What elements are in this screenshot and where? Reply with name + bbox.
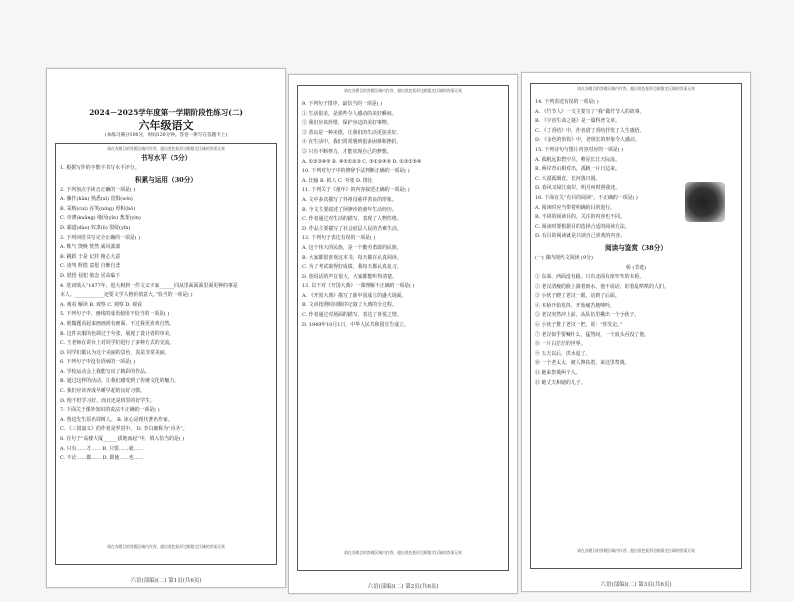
question-line: D. 霸道(dào) 奴隶(lì) 裂绽(yǐn) [60, 224, 131, 231]
question-line: 13. 以下对《开国大典》一课理解不正确的一项是( ) [302, 283, 415, 290]
passage-line: ⑤ 老汉突然冲上前，从队伍里揪出一个小伙子。 [535, 312, 640, 319]
question-line: D. 《金色的鱼钩》中，老班长的形象令人感动。 [535, 137, 640, 144]
question-line: C. 旁薄(kuāng) 缘因(yǐn) 葱茏(yìn) [60, 215, 141, 222]
question-line: C. 为了考试取得好成绩，我每天都认真复习。 [302, 264, 402, 271]
question-line: C. 《三国演义》的作者是罗贯中。 D. 李白被称为“诗圣”。 [60, 426, 188, 433]
notice-top: 请在各题目的答题区域内作答，超出黑色矩形边框限定区域的答案无效 [344, 88, 462, 93]
question-line: D. 他说话的声音很大，大家都能听得清楚。 [302, 273, 397, 280]
question-line: B. 不同的阅读目的，关注的内容也不同。 [535, 214, 625, 221]
passage-line: ② 老汉清瘦的脸上淌着雨水，他不说话，盯着乱哄哄的人们。 [535, 283, 669, 290]
exam-page-2 [288, 74, 518, 594]
question-line: B. 全文主要叙述了阿廖沙的童年生活经历。 [302, 206, 397, 213]
question-line: C. 作者通过对场面的描写，表达了喜悦之情。 [302, 312, 402, 319]
question-line: D. 同学们都认为这个美丽的景色，真是非常美丽。 [60, 349, 170, 356]
page-footer: 六语(部编)(二) 第3页(共6页) [600, 582, 672, 588]
question-line: D. 春风又绿江南岸，明月何时照我还。 [535, 185, 621, 192]
question-line: A. 比喻 B. 拟人 C. 夸张 D. 排比 [302, 177, 373, 184]
question-line: A. 阅读时应当带着明确的目的进行。 [535, 204, 616, 211]
question-line: C. 凌驾 辉煌 意愿 自惭自悲 [60, 263, 121, 270]
question-line: 10. 下列对句子中的修辞手法判断正确的一项是( ) [302, 168, 410, 175]
passage-line: ④ 木桥开始发抖，开始痛苦地呻吟。 [535, 302, 615, 309]
question-line: 16. 下面有关“有目的阅读”，不正确的一项是( ) [535, 194, 638, 201]
passage-line: ⑩ 一个老太太，被人搀扶着，来这里祭奠。 [535, 360, 630, 367]
question-line: ⑤ 只有不断努力，才能实现自己的梦想。 [302, 148, 392, 155]
notice-top: 请在各题目的答题区域内作答，超出黑色矩形边框限定区域的答案无效 [107, 146, 225, 151]
exam-note: (本练习满分100分，时间120分钟。答卷一律写在答题卡上) [104, 133, 228, 138]
question-line: C. 我们应该养成早睡早起的良好习惯。 [60, 388, 145, 395]
question-line: 15. 下列诗句与图片内容对应的一项是( ) [535, 146, 624, 153]
question-line: B. 大家都很喜欢这本书，每天都在认真阅读。 [302, 254, 402, 261]
question-line: 12. 下列句子表达有误的一项是( ) [302, 235, 376, 242]
page-footer: 六语(部编)(二) 第1页(共6页) [130, 578, 202, 584]
question-line: 1. 根据写作的字数字书写水平评分。 [60, 165, 140, 171]
section-reading: 阅读与鉴赏（38分） [605, 243, 667, 252]
passage-line: ⑪ 她来祭奠两个人。 [535, 370, 581, 377]
question-line: A. 藤扦(hǎn) 熟悉(xī) 畏惧(wèi) [60, 196, 133, 203]
passage-line: ③ 小伙子瞪了老汉一眼，站到了后面。 [535, 293, 620, 300]
page1-content [60, 152, 272, 464]
notice-bottom: 请在各题目的答题区域内作答，超出黑色矩形边框限定区域的答案无效 [344, 550, 462, 555]
question-line: D. 作品主要描写了社会底层人民的苦难生活。 [302, 225, 402, 232]
question-line: 6. 下列句子中没有语病的一项是( ) [60, 359, 136, 366]
question-line: B. 这件衣服的色调过于夸张，展现了设计者的审美。 [60, 330, 175, 337]
question-line: D. 慰悟 侵犯 惦念 居高临下 [60, 272, 121, 279]
passage-line: ① 东面、西面没有路。只有北面有座窄窄的木桥。 [535, 274, 645, 281]
section-accumulation: 积累与运用（30分） [135, 175, 197, 184]
question-line: B. 通过这样的活动，让我们感受到了传统文化的魅力。 [60, 378, 180, 385]
question-line: A. 他做题看起来画画尚有画面，不过我更喜欢自然。 [60, 320, 175, 327]
exam-title: 2024－2025学年度第一学期阶段性练习(二) [89, 108, 243, 117]
question-line: A. ①②③④⑤ B. ④⑤①②③ C. ③①②④⑤ D. ②③①⑤④ [302, 158, 422, 165]
question-line: 本人。____________还要文学人格价值意大。”恰当的一项是( ) [60, 292, 193, 299]
section-writing: 书写水平（5分） [140, 154, 192, 162]
question-line: B. 两岸青山相对出，孤帆一片日边来。 [535, 166, 620, 173]
answer-area-frame [55, 143, 277, 565]
exam-page-1 [46, 68, 286, 588]
question-line: B. 文章按照时间顺序记叙了大典的全过程。 [302, 302, 397, 309]
notice-top: 请在各题目的答题区域内作答，超出黑色矩形边框限定区域的答案无效 [577, 86, 695, 91]
question-line: D. 他不但学习好，而且还是班里的好学生。 [60, 397, 155, 404]
answer-area-frame [530, 83, 742, 569]
question-line: A. 文中多次描写了外祖母慈祥善良的形象。 [302, 196, 397, 203]
question-line: A. 观看 解读 B. 观察 C. 观察 D. 观看 [60, 301, 143, 308]
question-line: ① 生活很美，是那些令人感动的美好瞬间。 [302, 110, 397, 117]
question-line: (一) 课内现代文阅读 (9分) [535, 254, 593, 261]
exam-page-3 [521, 72, 751, 592]
question-line: A. 《开国大典》描写了新中国成立的盛大场面。 [302, 292, 407, 299]
passage-line: ⑨ 五天以后，洪水退了。 [535, 350, 591, 357]
question-line: B. 采购(cuì) 吞笑(níng) 厚积(bō) [60, 205, 136, 212]
question-line: 2. 下列加点字读音正确的一项是( ) [60, 186, 136, 193]
passage-line: ⑧ 一片白茫茫的世界。 [535, 341, 586, 348]
question-line: A. 帐气 饶焕 恍然 威风凛凛 [60, 244, 121, 251]
question-line: C. 大漠孤烟直，长河落日圆。 [535, 175, 601, 182]
passage-line: ⑥ 小伙子推了老汉一把，说：“你先走。” [535, 322, 623, 329]
passage-line: ⑦ 老汉似乎要喊什么，猛然间，一个浪头吞没了他。 [535, 331, 650, 338]
question-line: B. 跳跃 于是 记挂 粗心大意 [60, 253, 121, 260]
question-line: ③ 善良是一种美德，让我们的生活更加美好。 [302, 129, 402, 136]
passage-line: ⑫ 她丈夫和她的儿子。 [535, 379, 586, 386]
notice-bottom: 请在各题目的答题区域内作答，超出黑色矩形边框限定区域的答案无效 [107, 544, 225, 549]
question-line: C. 王老师在讲台上对同学们进行了多种方式的交流。 [60, 340, 175, 347]
question-line: 4. 选词填入“1877年，进大树到一件文义字家______同从里面面面里面更种的事是 [60, 282, 238, 289]
question-line: A. 学校运动会上我能写出了精彩的作品。 [60, 368, 150, 375]
question-line: 9. 下列句子排序，最恰当的一项是( ) [302, 101, 383, 107]
subject-title: 六年级语文 [138, 119, 194, 132]
question-line: A. 这个伟大的民族，是一个勤劳勇敢的民族。 [302, 244, 402, 251]
question-line: 14. 下列表述有误的一项是( ) [535, 99, 599, 105]
page-footer: 六语(部编)(二) 第2页(共6页) [367, 584, 439, 590]
question-line: 3. 下列词语书写完全正确的一项是( ) [60, 234, 141, 241]
notice-bottom: 请在各题目的答题区域内作答，超出黑色矩形边框限定区域的答案无效 [577, 548, 695, 553]
question-line: D. 有目的阅读就是只读自己喜欢的内容。 [535, 233, 625, 240]
question-line: C. 不论……都…… D. 即使……也…… [60, 455, 144, 462]
question-line: C. 阅读时要根据目的选择合适的阅读方法。 [535, 223, 630, 230]
question-line: B. 《宇宙生命之谜》是一篇科普文章。 [535, 118, 620, 125]
page3-content [535, 98, 737, 388]
question-line: A. 孤帆远影碧空尽，唯见长江天际流。 [535, 156, 620, 163]
page2-content [302, 100, 504, 330]
question-line: ② 我们应该珍惜，保护身边的美好事物。 [302, 120, 392, 127]
question-line: A. 《竹节人》一文主要写了“我”做竹节人的故事。 [535, 108, 645, 115]
question-line: A. 鲁迅先生原名周树人。 B. 冰心是现代著名作家。 [60, 416, 173, 423]
question-line: A. 只有……才…… B. 只要……就…… [60, 445, 144, 452]
answer-area-frame [297, 85, 509, 571]
question-line: C. 作者通过对生活的描写，表现了人物性格。 [302, 216, 402, 223]
question-line: 7. 下面关于课外知识的说法不正确的一项是( ) [60, 407, 160, 414]
question-line: 11. 下列关于《童年》的内容叙述正确的一项是( ) [302, 187, 410, 194]
question-line: ④ 在生活中，我们常常遇到很多困难和挫折。 [302, 139, 402, 146]
passage-title: 桥 (节选) [625, 264, 647, 271]
question-line: C. 《丁香结》中，作者借丁香结抒发了人生感悟。 [535, 127, 645, 134]
question-line: D. 1949年10月1日，中华人民共和国宣告成立。 [302, 321, 409, 328]
question-line: 5. 下列句子中，画线的成语使用不恰当的一项是( ) [60, 311, 170, 318]
question-line: 8. 在句子“高楼大厦______拔地而起”中，填入恰当的是( ) [60, 436, 185, 443]
